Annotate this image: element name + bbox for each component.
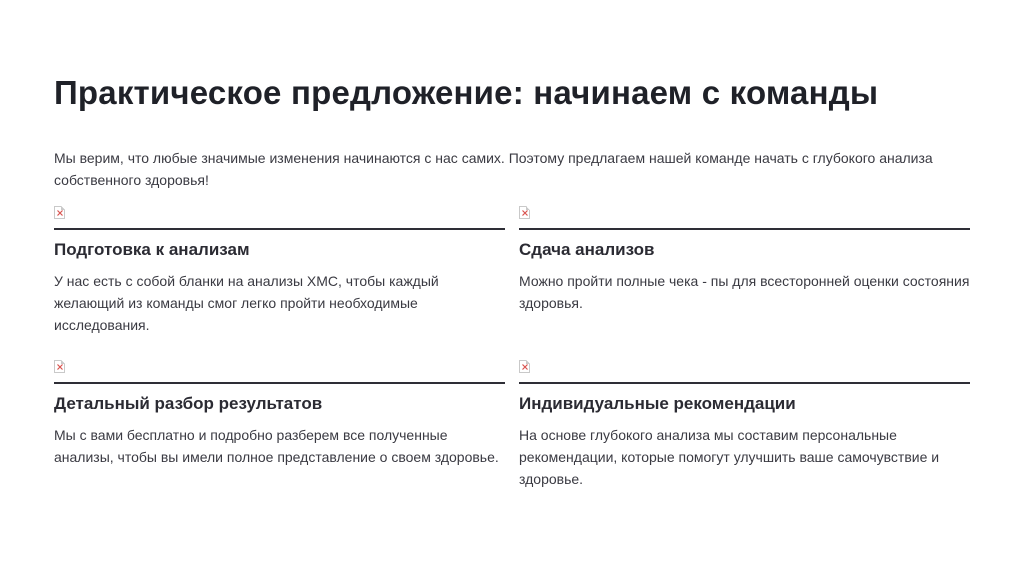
card-text: На основе глубокого анализа мы составим персональные рекомендации, которые помогут улучшить ваше самочувствие и здоровье.: [519, 427, 940, 487]
card-results-review: [54, 360, 505, 468]
card-text: У нас есть с собой бланки на анализы ХМС, чтобы каждый желающий из команды смог легко пройти необходимые исследования.: [54, 273, 439, 333]
card-text: Мы с вами бесплатно и подробно разберем все полученные анализы, чтобы вы имели полное представление о своем здоровье.: [54, 427, 499, 465]
card-divider: [54, 228, 505, 230]
card-divider: [54, 382, 505, 384]
broken-image-icon: [54, 206, 65, 219]
card-recommendations: [519, 360, 970, 490]
card-title: Индивидуальные рекомендации: [519, 394, 796, 413]
card-title: Детальный разбор результатов: [54, 394, 323, 413]
card-preparation: [54, 206, 505, 336]
card-divider: [519, 382, 970, 384]
slide: [54, 0, 970, 574]
card-text: Можно пройти полные чека - пы для всесторонней оценки состояния здоровья.: [519, 273, 970, 311]
page-title: Практическое предложение: начинаем с команды: [54, 74, 879, 111]
card-title: Подготовка к анализам: [54, 240, 250, 259]
card-testing: [519, 206, 970, 314]
broken-image-icon: [519, 360, 530, 373]
broken-image-icon: [519, 206, 530, 219]
broken-image-icon: [54, 360, 65, 373]
card-divider: [519, 228, 970, 230]
card-title: Сдача анализов: [519, 240, 655, 259]
intro-paragraph: Мы верим, что любые значимые изменения начинаются с нас самих. Поэтому предлагаем нашей команде начать с глубокого анализа собственного здоровья!: [54, 150, 933, 188]
